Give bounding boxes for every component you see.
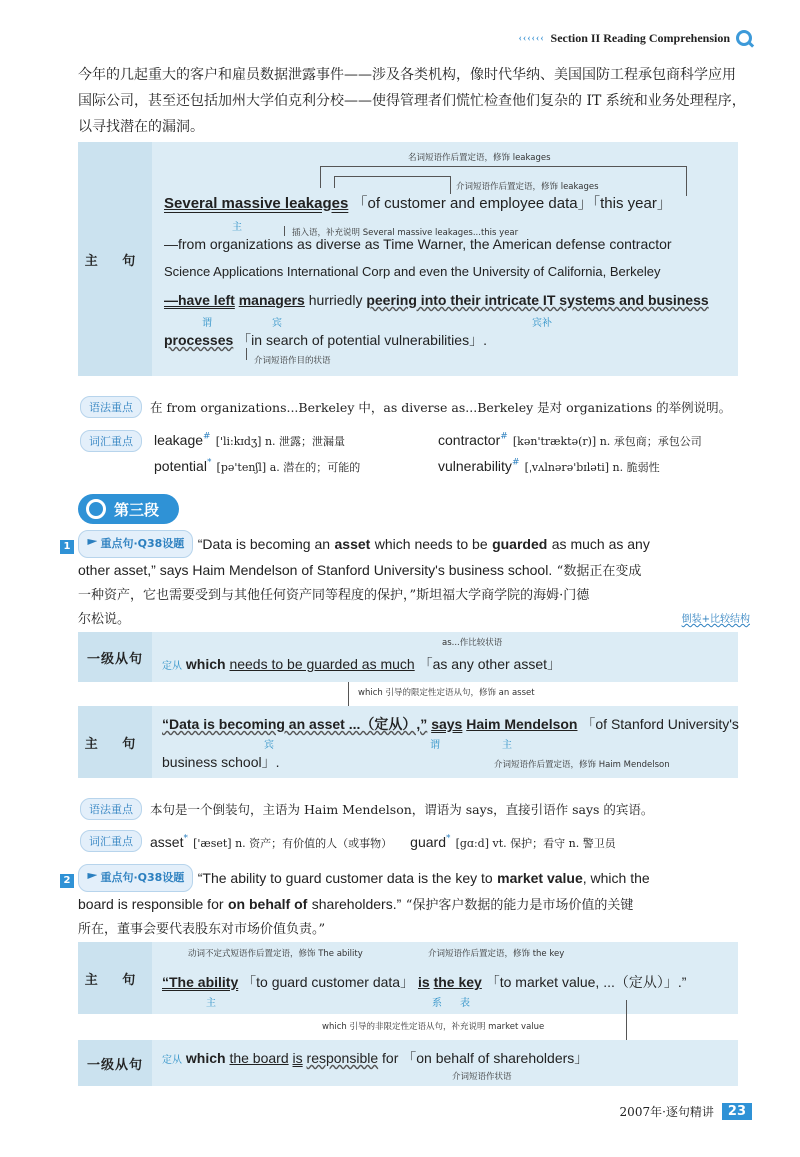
role-complement: 宾补: [532, 318, 552, 329]
vocab-tag: 词汇重点: [80, 430, 142, 452]
purpose-phrase: 「in search of potential vulnerabilities」.: [237, 332, 487, 348]
note-prep-phrase: 介词短语作后置定语，修饰 leakages: [456, 182, 599, 192]
analysis-panel-3-main: 主 句 动词不定式短语作后置定语，修饰 The ability 介词短语作后置定语，修饰 the key “The ability 「to guard customer data」 is the key 「to market value, ...（定从）」.” 主 系 表: [78, 942, 738, 1014]
analysis-panel-1: [78, 142, 738, 376]
header-arrows: ‹‹‹‹‹‹: [518, 32, 545, 44]
vocab-item-leakage: leakage# ['li:kɪdʒ] n. 泄露；泄漏量: [154, 431, 346, 448]
sentence-number: 1: [60, 540, 74, 554]
note-noun-phrase: 名词短语作后置定语，修饰 leakages: [408, 153, 551, 163]
grammar-tag: 语法重点: [80, 396, 142, 418]
page-number: 23: [722, 1103, 752, 1120]
panel-label-main: 主 句: [78, 142, 152, 376]
note-parenthetical: 插入语，补充说明 Several massive leakages...this year: [292, 228, 519, 238]
vocab-item-vulnerability: vulnerability# [ˌvʌlnərə'bɪləti] n. 脆弱性: [438, 457, 660, 474]
adverb: hurriedly: [308, 292, 363, 308]
vocab-point-2: 词汇重点 asset* ['æset] n. 资产；有价值的人（或事物） guard* [gɑːd] vt. 保护；看守 n. 警卫员: [80, 830, 616, 852]
note-purpose: 介词短语作目的状语: [254, 356, 331, 366]
grammar-text: 在 from organizations...Berkeley 中，as diverse as...Berkeley 是对 organizations 的举例说明。: [150, 400, 732, 415]
role-predicate: 谓: [202, 318, 212, 329]
page-footer: 2007年·逐句精讲 23: [620, 1103, 752, 1120]
header-title: Section II Reading Comprehension: [550, 30, 730, 45]
sentence-line-5: [164, 330, 487, 350]
role-subject: 主: [232, 222, 242, 233]
grammar-point-2: 语法重点 本句是一个倒装句，主语为 Haim Mendelson，谓语为 says，直接引语作 says 的宾语。: [80, 798, 653, 820]
analysis-panel-2-sub: 一级从句 as...作比较状语 定从 which needs to be guarded as much 「as any other asset」: [78, 632, 738, 682]
sentence-line-4: [164, 292, 709, 308]
vocab-item-potential: potential* [pə'tenʃl] a. 潜在的；可能的: [154, 457, 361, 474]
vocab-item-contractor: contractor# [kən'træktə(r)] n. 承包商；承包公司: [438, 431, 702, 448]
sentence-line-2: —from organizations as diverse as Time Warner, the American defense contractor: [164, 236, 672, 252]
object: managers: [238, 292, 305, 308]
search-icon: [736, 30, 752, 46]
sentence-line-1: [164, 192, 672, 213]
search-icon: [86, 499, 106, 519]
structure-hint: 倒装+比较结构: [681, 614, 750, 625]
flag-icon: [87, 539, 97, 549]
key-sentence-tag: 重点句·Q38设题: [78, 530, 193, 558]
key-sentence-1: 1 重点句·Q38设题 “Data is becoming an asset which needs to be guarded as much as any other asset,” says Haim Mendelson of Stanford University's business school. “数据正在变成 一种资产，它也需要受到与其他任何资产同等程度的保护，”斯坦福大学商学院的海姆·门德 尔松说。 倒装+比较结构: [60, 530, 750, 632]
complement-end: processes: [164, 332, 234, 348]
subject-phrase: Several massive leakages: [164, 195, 349, 212]
page-header: [519, 30, 752, 46]
intro-translation: 今年的几起重大的客户和雇员数据泄露事件——涉及各类机构，像时代华纳、美国国防工程承包商科学应用国际公司，甚至还包括加州大学伯克利分校——使得管理者们慌忙检查他们复杂的 IT 系统和业务处理程序，以寻找潜在的漏洞。: [78, 67, 746, 135]
modifier-phrase: 「of customer and employee data」「this year」: [352, 195, 672, 212]
flag-icon: [87, 873, 97, 883]
analysis-panel-3-sub: 一级从句 定从 which the board is responsible for 「on behalf of shareholders」 介词短语作状语: [78, 1040, 738, 1086]
analysis-panel-2-main: 主 句 “Data is becoming an asset ...（定从）,” says Haim Mendelson 「of Stanford University's 宾 谓 主 business school」. 介词短语作后置定语，修饰 Haim Mendelson: [78, 706, 738, 778]
grammar-point-1: [80, 396, 731, 418]
object-complement: peering into their intricate IT systems and business: [366, 292, 709, 308]
vocab-point-1: [80, 430, 142, 452]
role-object: 宾: [272, 318, 282, 329]
section-title: 第三段: [78, 494, 179, 524]
sentence-line-3: Science Applications International Corp and even the University of California, Berkeley: [164, 264, 661, 279]
predicate: —have left: [164, 292, 235, 308]
key-sentence-2: 2 重点句·Q38设题 “The ability to guard customer data is the key to market value, which the board is responsible for on behalf of shareholders.” “保护客户数据的能力是市场价值的关键 所在，董事会要代表股东对市场价值负责。”: [60, 864, 750, 942]
